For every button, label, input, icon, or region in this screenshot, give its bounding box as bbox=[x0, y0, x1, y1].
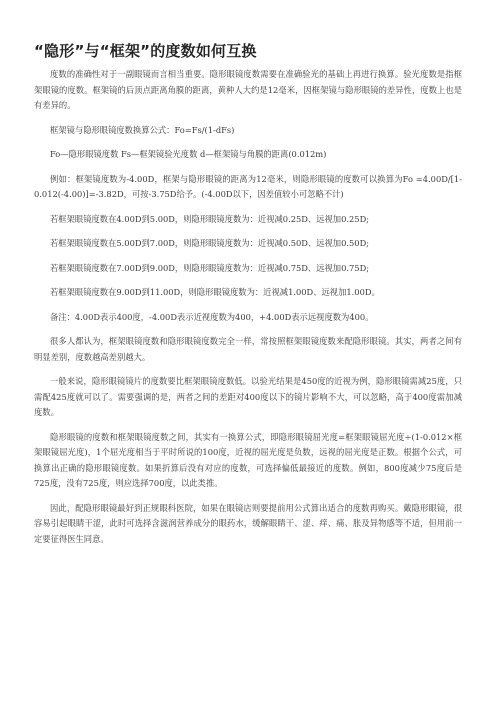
intro-paragraph: 度数的准确性对于一副眼镜而言相当重要。隐形眼镜度数需要在准确验光的基础上再进行换算。验光度数是指框架眼镜的度数。框架镜的后顶点距离角膜的距离，黄种人大约是12毫米，因框架镜与隐形眼镜的差异性，度数上也是有差异的。 bbox=[34, 69, 462, 110]
formula-legend: Fo—隐形眼镜度数 Fs—框架镜验光度数 d—框架镜与角膜的距离(0.012m) bbox=[50, 149, 327, 159]
rule-line: 若框架眼镜度数在5.00D到7.00D，则隐形眼镜度数为：近视减0.50D、远视加0.50D; bbox=[50, 238, 370, 248]
rule-line: 若框架眼镜度数在9.00D到11.00D，则隐形眼镜度数为：近视减1.00D、远视加1.00D。 bbox=[50, 287, 380, 297]
misconception-paragraph: 很多人都认为，框架眼镜度数和隐形眼镜度数完全一样，常按照框架眼镜度数来配隐形眼镜。其实，两者之间有明显差别，度数越高差别越大。 bbox=[34, 336, 462, 362]
formula-line: 框架镜与隐形眼镜度数换算公式：Fo=Fs/(1-dFs) bbox=[50, 124, 235, 135]
conversion-paragraph: 隐形眼镜的度数和框架眼镜度数之间，其实有一换算公式，即隐形眼镜屈光度=框架眼镜屈光度÷(1-0.012×框架眼镜屈光度)，1个屈光度相当于平时所说的100度，近视的屈光度是负数，远视的屈光度是正数。根据个公式，可换算出正确的隐形眼镜度数。如果折算后没有对应的度数，可选择偏低最接近的度数。例如，800度减少75度后是725度，没有725度，则应选择700度，以此类推。 bbox=[34, 431, 462, 488]
rule-line: 若框架眼镜度数在4.00D到5.00D，则隐形眼镜度数为：近视减0.25D、远视加0.25D; bbox=[50, 213, 370, 224]
note-line: 备注：4.00D表示400度，-4.00D表示近视度数为400，+4.00D表示远视度数为400。 bbox=[50, 311, 374, 322]
conclusion-paragraph: 因此，配隐形眼镜最好到正规眼科医院，如果在眼镜店则要提前用公式算出适合的度数再购买。戴隐形眼镜，很容易引起眼睛干涩，此时可选择含滋润营养成分的眼药水，缓解眼睛干、涩、痒、痛、胀及异物感等不适，但用前一定要征得医生同意。 bbox=[34, 502, 462, 544]
general-paragraph: 一般来说，隐形眼镜镜片的度数要比框架眼镜度数低。以验光结果是450度的近视为例，隐形眼镜需减25度，只需配425度就可以了。需要强调的是，两者之间的差距对400度以下的镜片影响不大，可以忽略，高于400度需加减度数。 bbox=[34, 376, 462, 417]
page-title: “隐形”与“框架”的度数如何互换 bbox=[34, 42, 257, 60]
rule-line: 若框架眼镜度数在7.00D到9.00D，则隐形眼镜度数为：近视减0.75D、远视加0.75D; bbox=[50, 262, 370, 273]
example-paragraph: 例如：框架镜度数为-4.00D，框架与隐形眼镜的距离为12毫米，则隐形眼镜的度数可以换算为Fo =4.00D/[1-0.012(-4.00)]=-3.82D，可按-3.75D给予。(-4.00D以下，因差值较小可忽略不计) bbox=[34, 173, 462, 199]
